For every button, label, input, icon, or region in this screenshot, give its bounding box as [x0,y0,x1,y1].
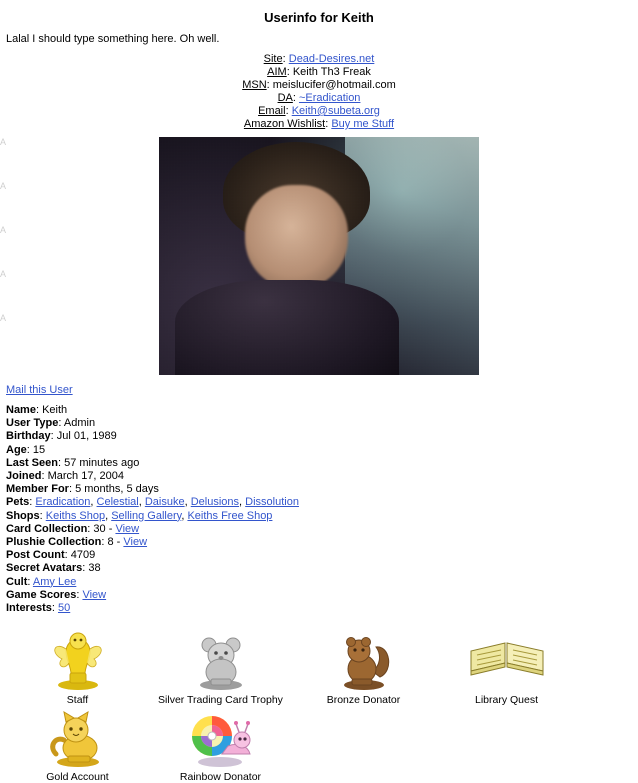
photo-grain-overlay [159,137,479,375]
page-title: Userinfo for Keith [264,10,374,25]
cult-link[interactable]: Amy Lee [32,575,77,588]
silver-mouse-trophy-icon [149,629,292,691]
mail-user-link-wrap [6,384,638,396]
contact-label-aim: AIM [267,66,287,78]
gold-cat-trophy-icon [6,706,149,768]
trophy-rainbow-donator[interactable] [149,706,292,783]
info-value: Keith [42,404,68,416]
info-key: Age [6,443,27,456]
contact-colon: : [292,92,299,104]
bronze-squirrel-trophy-icon [292,629,435,691]
shop-link-3[interactable]: Keiths Free Shop [187,509,273,522]
contact-row-msn [0,79,638,92]
trophy-label: Staff [66,694,89,707]
trophy-section [0,629,638,783]
info-value: March 17, 2004 [47,470,125,483]
trophy-row-2 [6,706,626,783]
contact-colon: : [285,105,292,117]
info-row-last-seen: Last Seen: 57 minutes ago [6,456,140,469]
contact-label-msn: MSN [242,79,267,91]
contact-row-email [0,105,638,118]
info-key: Interests [6,602,52,615]
user-photo-container [0,137,638,378]
trophy-label: Library Quest [474,694,539,707]
game-scores-view-link[interactable]: View [82,588,107,601]
info-key: Pets [6,496,30,509]
info-row-user-type: User Type: Admin [6,417,96,430]
user-photo [159,137,479,375]
info-value: 4709 [70,549,96,562]
info-key: Cult [6,575,28,588]
contact-row-wishlist [0,118,638,131]
info-value: Admin [63,417,96,430]
contact-value-aim: Keith Th3 Freak [292,66,371,78]
trophy-label: Gold Account [46,771,109,783]
contact-label-da: DA [277,92,293,104]
contact-value-msn: meislucifer@hotmail.com [272,79,396,91]
trophy-label: Rainbow Donator [179,771,262,783]
contact-value-wishlist[interactable]: Buy me Stuff [331,118,395,130]
trophy-staff[interactable] [6,629,149,706]
contact-colon: : [286,66,293,78]
info-key: User Type [6,417,59,430]
pet-link-5[interactable]: Dissolution [245,496,299,509]
trophy-gold-account[interactable] [6,706,149,783]
pet-link-3[interactable]: Daisuke [144,496,185,509]
trophy-label: Silver Trading Card Trophy [158,694,283,707]
contact-colon: : [325,118,332,130]
info-key: Secret Avatars [6,562,83,575]
info-value: 30 [93,522,106,535]
info-value: 38 [88,562,101,575]
trophy-silver-trading-card[interactable] [149,629,292,706]
trophy-row-1 [6,629,626,706]
info-key: Plushie Collection [6,536,102,549]
contact-colon: : [266,79,273,91]
contact-value-site[interactable]: Dead-Desires.net [288,53,375,65]
info-row-birthday: Birthday: Jul 01, 1989 [6,430,117,443]
info-row-name: Name: Keith [6,404,68,416]
contact-row-site [0,53,638,66]
user-info-list [6,404,638,615]
info-row-shops: Shops: Keiths Shop, Selling Gallery, Keiths Free Shop [6,509,273,522]
contact-label-email: Email [258,105,286,117]
info-key: Card Collection [6,522,88,535]
page-edge-artifacts: A A A A A [0,137,7,323]
open-book-trophy-icon [435,629,578,691]
contact-value-da[interactable]: ~Eradication [298,92,361,104]
contact-row-aim [0,66,638,79]
card-collection-view-link[interactable]: View [115,522,140,535]
info-row-game-scores: Game Scores: View [6,588,107,601]
trophy-label: Bronze Donator [326,694,401,707]
info-row-member-for: Member For: 5 months, 5 days [6,483,159,496]
trophy-library-quest[interactable] [435,629,578,706]
trophy-bronze-donator[interactable] [292,629,435,706]
contact-info-block [0,53,638,131]
info-key: Joined [6,470,42,483]
info-row-interests: Interests: 50 [6,602,71,615]
info-row-post-count: Post Count: 4709 [6,549,96,562]
info-value: Jul 01, 1989 [56,430,117,443]
info-key: Member For [6,483,69,496]
user-intro-text: Lalal I should type something here. Oh well. [6,33,220,45]
pet-link-4[interactable]: Delusions [190,496,240,509]
pet-link-1[interactable]: Eradication [35,496,91,509]
info-row-plushie-collection: Plushie Collection: 8 - View [6,536,148,549]
info-row-joined: Joined: March 17, 2004 [6,470,125,483]
info-row-age: Age: 15 [6,443,46,456]
info-value: 57 minutes ago [64,456,140,469]
info-key: Post Count [6,549,65,562]
info-value: 15 [32,443,46,456]
pet-link-2[interactable]: Celestial [96,496,139,509]
contact-label-wishlist: Amazon Wishlist [243,118,326,130]
info-row-pets: Pets: Eradication, Celestial, Daisuke, Delusions, Dissolution [6,496,299,509]
info-value: 8 [107,536,114,549]
shop-link-2[interactable]: Selling Gallery [111,509,182,522]
info-row-card-collection: Card Collection: 30 - View [6,522,140,535]
contact-value-email[interactable]: Keith@subeta.org [291,105,380,117]
mail-this-user-link[interactable]: Mail this User [6,384,73,396]
info-key: Shops [6,509,40,522]
info-key: Game Scores [6,588,77,601]
shop-link-1[interactable]: Keiths Shop [45,509,106,522]
contact-label-site: Site [263,53,283,65]
info-key: Last Seen [6,456,58,469]
info-key: Name [6,404,36,416]
info-key: Birthday [6,430,51,443]
info-value: 5 months, 5 days [75,483,159,496]
info-row-cult: Cult: Amy Lee [6,575,77,588]
contact-row-da [0,92,638,105]
rainbow-snail-trophy-icon [149,706,292,768]
staff-fairy-trophy-icon [6,629,149,691]
contact-colon: : [282,53,289,65]
info-row-secret-avatars: Secret Avatars: 38 [6,562,101,575]
interests-link[interactable]: 50 [57,602,71,615]
plushie-collection-view-link[interactable]: View [123,536,148,549]
